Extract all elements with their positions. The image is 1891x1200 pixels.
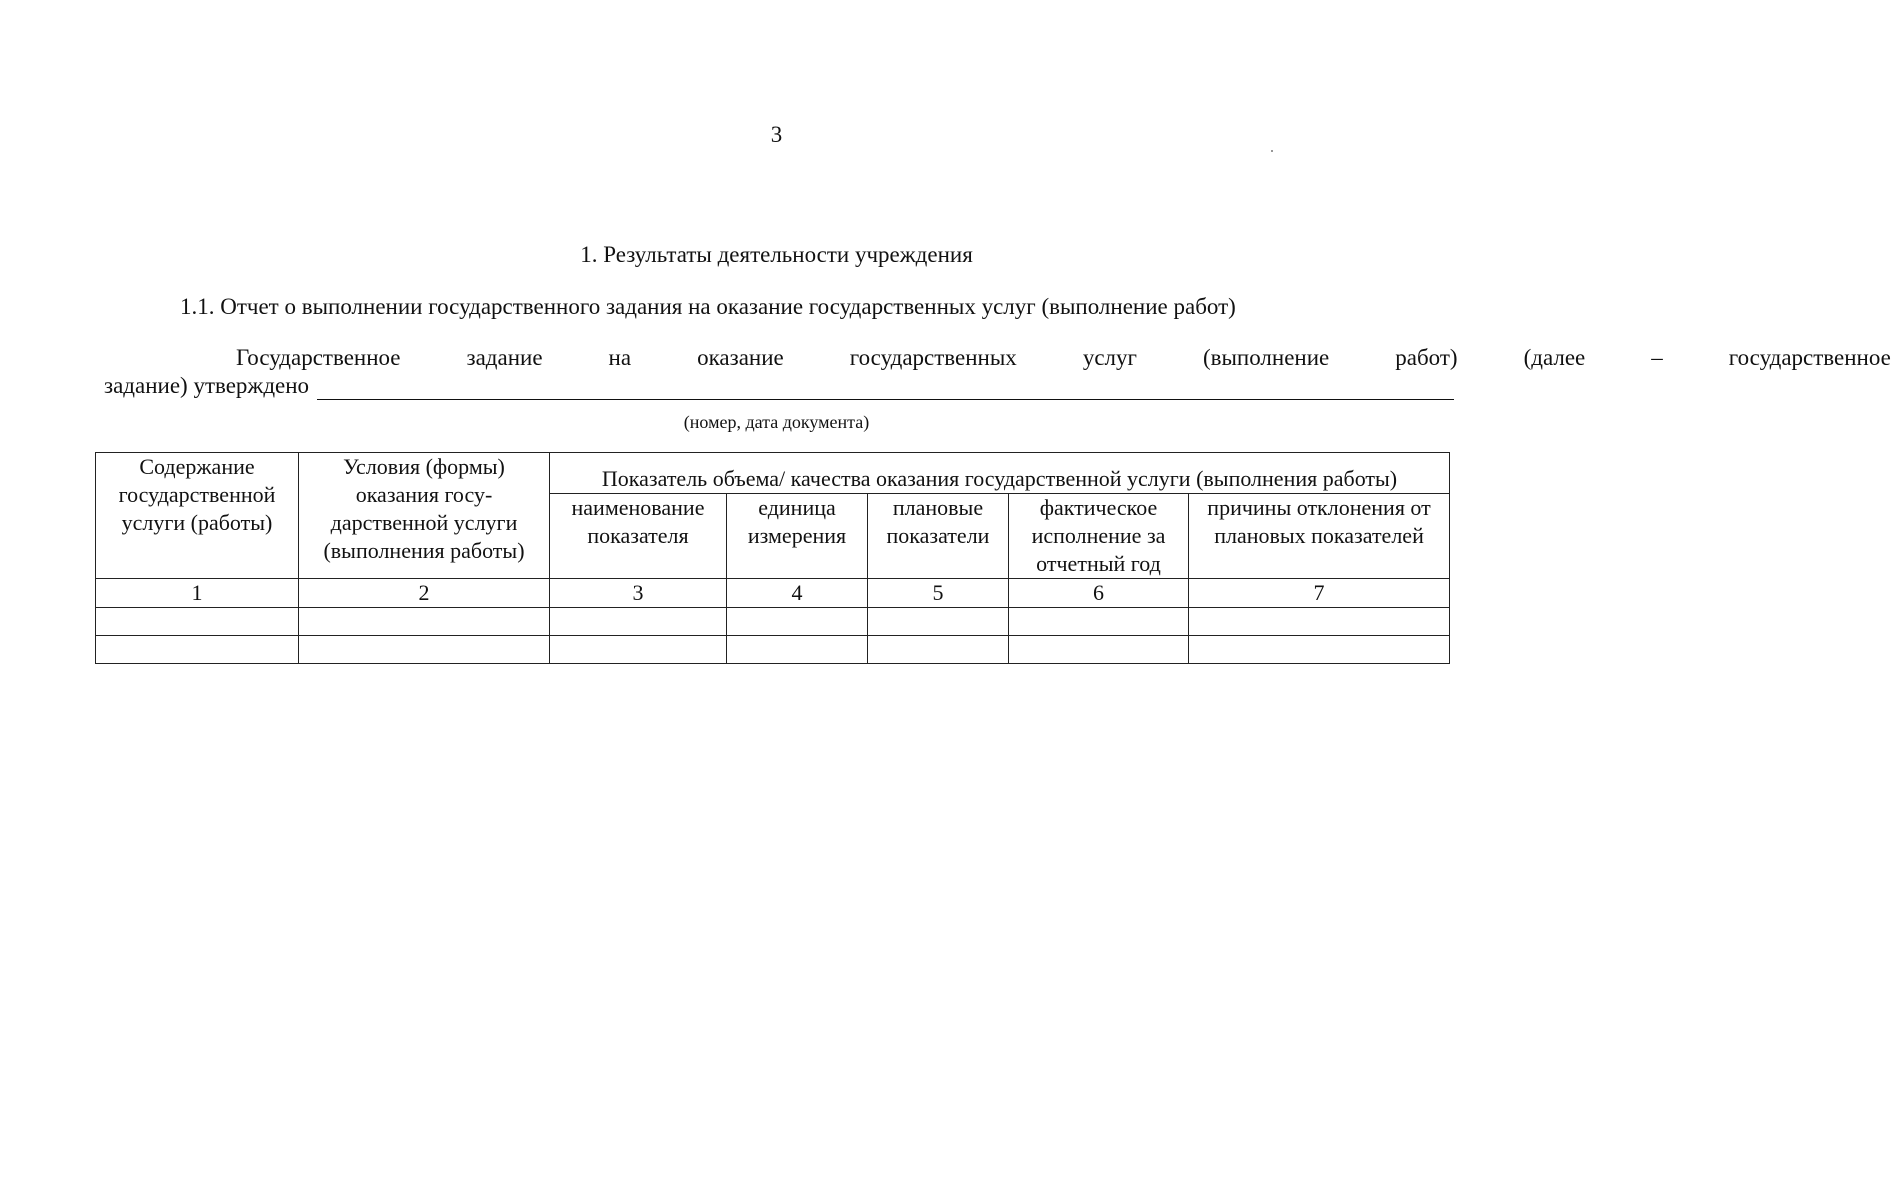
scan-speck [1271, 150, 1273, 152]
header-indicator-group: Показатель объема/ качества оказания государственной услуги (выполнения работы) [550, 453, 1450, 494]
approved-label: задание) утверждено [104, 373, 310, 398]
table-cell[interactable] [550, 608, 727, 636]
report-table [95, 452, 1450, 664]
subsection-title: 1.1. Отчет о выполнении государственного задания на оказание государственных услуг (выполнение работ) [180, 294, 1236, 319]
table-cell[interactable] [96, 636, 299, 664]
paragraph-word: (далее [1523, 345, 1586, 370]
table-cell[interactable] [299, 608, 550, 636]
header-service-content: Содержание государственной услуги (работы) [96, 453, 299, 579]
paragraph-line-1 [104, 344, 1891, 372]
paragraph-word: (выполнение [1202, 345, 1330, 370]
column-number-row [96, 579, 1450, 608]
table-cell[interactable] [868, 636, 1009, 664]
column-number: 3 [550, 579, 727, 608]
column-number: 2 [299, 579, 550, 608]
header-row-1 [96, 453, 1450, 494]
page-number: 3 [770, 122, 783, 147]
table-cell[interactable] [96, 608, 299, 636]
header-deviation-reasons: причины отклонения от плановых показателей [1189, 494, 1450, 579]
table-cell[interactable] [727, 636, 868, 664]
paragraph-word: государственных [849, 345, 1017, 370]
header-unit: единица измерения [727, 494, 868, 579]
table-cell[interactable] [1189, 608, 1450, 636]
fill-line-caption: (номер, дата документа) [683, 412, 870, 432]
table-row [96, 608, 1450, 636]
table-cell[interactable] [550, 636, 727, 664]
paragraph-word: оказание [697, 345, 784, 370]
paragraph-word: на [608, 345, 632, 370]
table-cell[interactable] [299, 636, 550, 664]
header-actual: фактическое исполнение за отчетный год [1009, 494, 1189, 579]
paragraph-line-2 [104, 372, 1444, 400]
table-cell[interactable] [1189, 636, 1450, 664]
column-number: 6 [1009, 579, 1189, 608]
paragraph-word: Государственное [236, 345, 401, 370]
paragraph-word: задание [466, 345, 543, 370]
table-cell[interactable] [868, 608, 1009, 636]
section-title: 1. Результаты деятельности учреждения [580, 242, 973, 267]
paragraph-word: государственное [1728, 345, 1891, 370]
table-cell[interactable] [1009, 608, 1189, 636]
column-number: 4 [727, 579, 868, 608]
column-number: 7 [1189, 579, 1450, 608]
table-cell[interactable] [727, 608, 868, 636]
paragraph-word: услуг [1082, 345, 1137, 370]
header-indicator-name: наименование показателя [550, 494, 727, 579]
paragraph-word: – [1651, 345, 1663, 370]
header-planned: плановые показатели [868, 494, 1009, 579]
column-number: 5 [868, 579, 1009, 608]
column-number: 1 [96, 579, 299, 608]
table-cell[interactable] [1009, 636, 1189, 664]
header-service-conditions: Условия (формы) оказания госу- дарственной услуги (выполнения работы) [299, 453, 550, 579]
paragraph [104, 344, 1891, 400]
table-row [96, 636, 1450, 664]
document-fill-line[interactable] [317, 377, 1454, 400]
paragraph-word: работ) [1395, 345, 1458, 370]
